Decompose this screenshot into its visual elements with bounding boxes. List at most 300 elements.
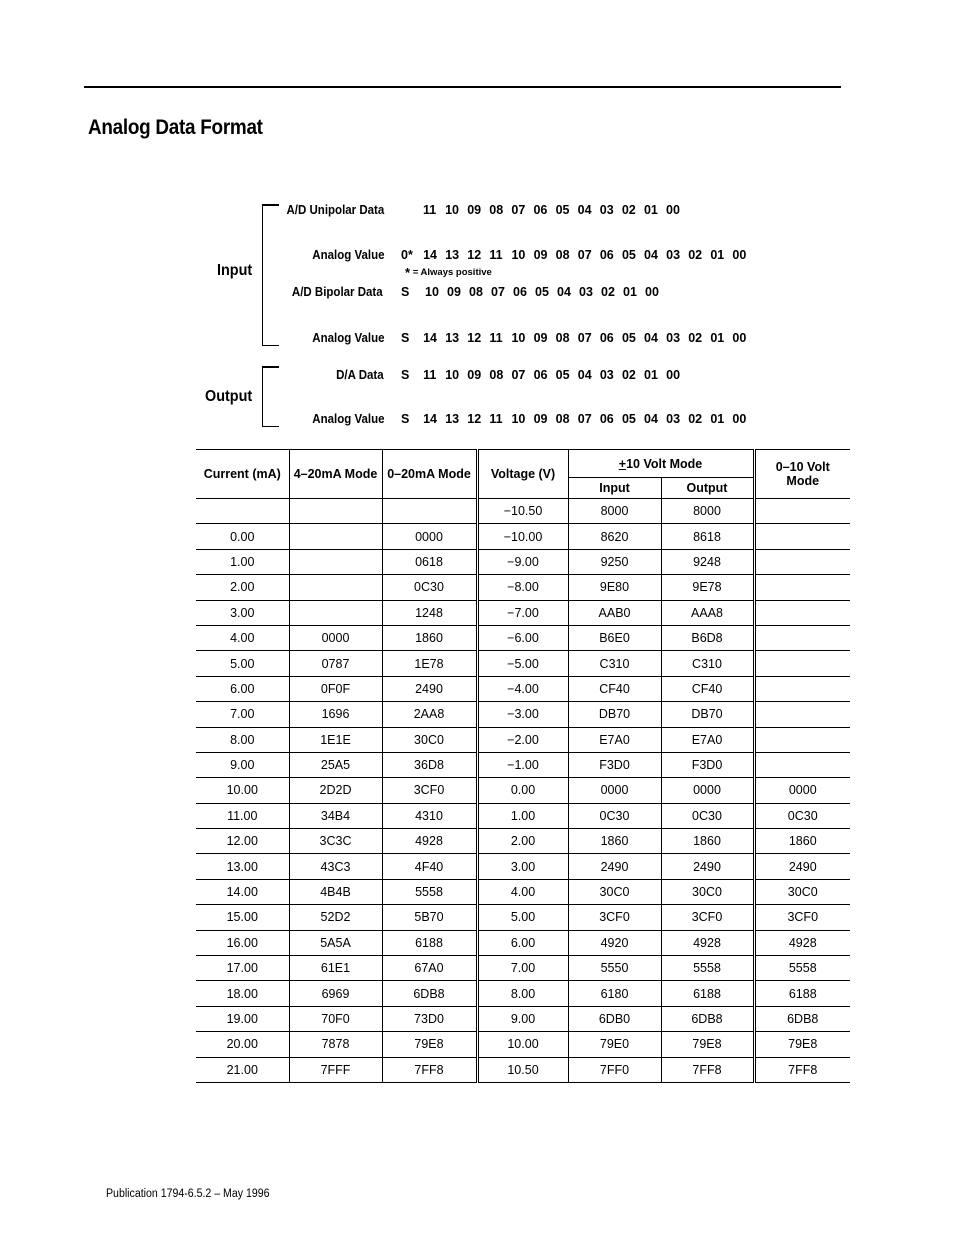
cell-0-20ma: 1248 (382, 600, 477, 625)
cell-0-10v (754, 600, 850, 625)
cell-0-20ma (382, 499, 477, 524)
cell-pm10-input: 0C30 (568, 803, 661, 828)
table-row (196, 829, 850, 854)
cell-0-10v (754, 676, 850, 701)
cell-voltage: −10.00 (477, 524, 568, 549)
cell-4-20ma: 1E1E (289, 727, 382, 752)
bit-cell: 13 (445, 331, 460, 345)
bit-cell: 05 (555, 203, 570, 217)
cell-0-20ma: 0C30 (382, 575, 477, 600)
cell-current: 4.00 (196, 625, 289, 650)
cell-4-20ma: 7FFF (289, 1057, 382, 1082)
cell-4-20ma: 52D2 (289, 905, 382, 930)
cell-4-20ma: 1696 (289, 702, 382, 727)
cell-voltage: −2.00 (477, 727, 568, 752)
table-row (196, 854, 850, 879)
cell-0-10v (754, 752, 850, 777)
cell-0-10v (754, 625, 850, 650)
bit-cell: 09 (533, 248, 548, 262)
table-row (196, 600, 850, 625)
cell-pm10-output: 9E78 (661, 575, 754, 600)
table-row (196, 1032, 850, 1057)
cell-current: 2.00 (196, 575, 289, 600)
cell-0-10v (754, 524, 850, 549)
bit-cell: 14 (423, 331, 437, 345)
bit-cell: 10 (511, 412, 526, 426)
bit-cell: 10 (445, 368, 460, 382)
table-row (196, 1057, 850, 1082)
header-rule (84, 86, 841, 88)
cell-4-20ma: 34B4 (289, 803, 382, 828)
page-title: Analog Data Format (88, 116, 263, 139)
cell-4-20ma (289, 600, 382, 625)
table-row (196, 651, 850, 676)
cell-voltage: −3.00 (477, 702, 568, 727)
bit-cell: 09 (467, 368, 482, 382)
cell-4-20ma: 61E1 (289, 956, 382, 981)
bit-cell: 08 (489, 203, 504, 217)
always-positive-note (405, 265, 492, 280)
cell-0-20ma: 67A0 (382, 956, 477, 981)
table-row (196, 778, 850, 803)
bit-cell: 07 (577, 412, 592, 426)
header-pm10-volt-mode: +10 Volt Mode (568, 450, 754, 478)
bit-cell: 08 (555, 331, 570, 345)
cell-0-10v: 4928 (754, 930, 850, 955)
bit-row-label: A/D Bipolar Data (292, 285, 383, 299)
cell-pm10-output: E7A0 (661, 727, 754, 752)
cell-0-20ma: 2490 (382, 676, 477, 701)
bit-cell: 04 (577, 368, 592, 382)
cell-voltage: 10.00 (477, 1032, 568, 1057)
bit-cell: 08 (555, 412, 570, 426)
bit-cell: 08 (489, 368, 504, 382)
cell-current: 1.00 (196, 549, 289, 574)
cell-0-20ma: 4310 (382, 803, 477, 828)
cell-0-20ma: 3CF0 (382, 778, 477, 803)
bit-cell: 03 (599, 368, 614, 382)
cell-current: 0.00 (196, 524, 289, 549)
cell-4-20ma: 5A5A (289, 930, 382, 955)
bit-cell: 01 (643, 203, 658, 217)
bit-cell: 04 (644, 248, 658, 262)
bit-cell: S (401, 412, 410, 426)
cell-0-20ma: 2AA8 (382, 702, 477, 727)
cell-current: 10.00 (196, 778, 289, 803)
table-row (196, 727, 850, 752)
bit-cell: 06 (599, 412, 614, 426)
table-row (196, 1006, 850, 1031)
cell-4-20ma: 3C3C (289, 829, 382, 854)
table-row (196, 803, 850, 828)
table-row (196, 930, 850, 955)
cell-0-20ma: 79E8 (382, 1032, 477, 1057)
bit-row-label: Analog Value (311, 248, 384, 262)
bit-cell: 04 (644, 412, 658, 426)
cell-pm10-input: AAB0 (568, 600, 661, 625)
cell-0-10v (754, 702, 850, 727)
table-row (196, 676, 850, 701)
cell-pm10-input: CF40 (568, 676, 661, 701)
cell-voltage: 1.00 (477, 803, 568, 828)
bit-cell: 00 (666, 203, 680, 217)
bit-cell: 09 (467, 203, 482, 217)
bit-cell: 01 (644, 368, 658, 382)
cell-pm10-input: 30C0 (568, 879, 661, 904)
cell-pm10-output: 6188 (661, 981, 754, 1006)
bit-cell: 07 (577, 248, 592, 262)
header-pm10-output: Output (661, 478, 754, 499)
cell-0-10v: 0000 (754, 778, 850, 803)
cell-0-20ma: 4F40 (382, 854, 477, 879)
cell-pm10-input: 1860 (568, 829, 661, 854)
bit-cell: 11 (489, 412, 503, 426)
cell-pm10-input: 6DB0 (568, 1006, 661, 1031)
publication-footer: Publication 1794-6.5.2 – May 1996 (106, 1188, 270, 1200)
cell-pm10-input: 0000 (568, 778, 661, 803)
cell-0-10v: 7FF8 (754, 1057, 850, 1082)
header-pm10-input: Input (568, 478, 661, 499)
table-row (196, 499, 850, 524)
bit-cell: 0* (401, 248, 413, 262)
bit-cell: 09 (533, 331, 548, 345)
cell-current: 11.00 (196, 803, 289, 828)
header-current: Current (mA) (196, 450, 289, 499)
bit-row-label: Analog Value (311, 331, 384, 345)
bit-cell: 07 (577, 331, 592, 345)
bit-cell: 05 (621, 248, 636, 262)
cell-0-20ma: 73D0 (382, 1006, 477, 1031)
cell-0-20ma: 5558 (382, 879, 477, 904)
cell-current: 6.00 (196, 676, 289, 701)
bit-cell: 03 (666, 331, 681, 345)
cell-voltage: −7.00 (477, 600, 568, 625)
cell-voltage: −9.00 (477, 549, 568, 574)
cell-voltage: 7.00 (477, 956, 568, 981)
cell-voltage: −1.00 (477, 752, 568, 777)
header-0-10-volt-mode (754, 450, 850, 499)
cell-voltage: 0.00 (477, 778, 568, 803)
bit-cell: 07 (511, 203, 526, 217)
cell-0-20ma: 5B70 (382, 905, 477, 930)
bit-cell: 13 (445, 412, 460, 426)
note-star: * (405, 265, 411, 280)
cell-voltage: 4.00 (477, 879, 568, 904)
cell-4-20ma: 6969 (289, 981, 382, 1006)
cell-4-20ma: 43C3 (289, 854, 382, 879)
cell-pm10-input: DB70 (568, 702, 661, 727)
bit-cell: 11 (489, 331, 503, 345)
bit-cell: 08 (555, 248, 570, 262)
cell-0-10v: 6DB8 (754, 1006, 850, 1031)
cell-0-10v (754, 575, 850, 600)
table-row (196, 702, 850, 727)
cell-voltage: −10.50 (477, 499, 568, 524)
cell-pm10-output: 8618 (661, 524, 754, 549)
cell-current: 9.00 (196, 752, 289, 777)
cell-pm10-output: AAA8 (661, 600, 754, 625)
bit-cell: 05 (535, 285, 549, 299)
bit-cell: 01 (710, 248, 725, 262)
cell-pm10-output: 7FF8 (661, 1057, 754, 1082)
bit-cell: 02 (688, 412, 703, 426)
bit-cell: 03 (599, 203, 614, 217)
cell-4-20ma: 4B4B (289, 879, 382, 904)
bit-cell: 01 (710, 412, 725, 426)
cell-4-20ma (289, 575, 382, 600)
cell-0-10v: 6188 (754, 981, 850, 1006)
bit-cell: 02 (688, 331, 703, 345)
bit-cell: 03 (666, 248, 681, 262)
cell-pm10-input: 8620 (568, 524, 661, 549)
bit-cell: 02 (688, 248, 703, 262)
bit-cell: 10 (445, 203, 459, 217)
bit-row-bits (401, 412, 755, 426)
cell-pm10-output: CF40 (661, 676, 754, 701)
cell-voltage: 9.00 (477, 1006, 568, 1031)
cell-0-20ma: 1860 (382, 625, 477, 650)
bit-cell: 03 (579, 285, 593, 299)
cell-4-20ma (289, 524, 382, 549)
bit-cell: 05 (621, 412, 636, 426)
cell-pm10-input: 79E0 (568, 1032, 661, 1057)
cell-4-20ma: 25A5 (289, 752, 382, 777)
cell-current: 16.00 (196, 930, 289, 955)
cell-0-20ma: 36D8 (382, 752, 477, 777)
bit-cell: 10 (511, 248, 526, 262)
table-row (196, 625, 850, 650)
bit-cell: 11 (423, 203, 437, 217)
bit-cell: 09 (447, 285, 461, 299)
cell-current: 8.00 (196, 727, 289, 752)
note-text: = Always positive (412, 267, 492, 278)
cell-0-10v: 79E8 (754, 1032, 850, 1057)
cell-pm10-input: 5550 (568, 956, 661, 981)
cell-pm10-input: E7A0 (568, 727, 661, 752)
bit-cell: 00 (666, 368, 681, 382)
bit-cell: S (401, 331, 410, 345)
bit-cell: 12 (467, 248, 482, 262)
cell-0-20ma: 30C0 (382, 727, 477, 752)
bit-cell: 06 (533, 203, 548, 217)
cell-pm10-output: 79E8 (661, 1032, 754, 1057)
input-label: Input (217, 262, 253, 279)
table-row (196, 956, 850, 981)
bit-cell: 03 (666, 412, 681, 426)
cell-pm10-output: 3CF0 (661, 905, 754, 930)
table-row (196, 879, 850, 904)
table-row (196, 575, 850, 600)
conversion-table (196, 449, 850, 1083)
cell-pm10-input: 9250 (568, 549, 661, 574)
cell-voltage: −6.00 (477, 625, 568, 650)
cell-4-20ma: 70F0 (289, 1006, 382, 1031)
cell-4-20ma: 7878 (289, 1032, 382, 1057)
cell-pm10-output: 0000 (661, 778, 754, 803)
table-row (196, 752, 850, 777)
cell-voltage: 5.00 (477, 905, 568, 930)
bit-cell: 02 (621, 368, 636, 382)
bit-cell: 00 (732, 248, 747, 262)
bit-cell: 06 (513, 285, 527, 299)
bit-cell: S (401, 368, 410, 382)
cell-pm10-output: 6DB8 (661, 1006, 754, 1031)
bit-row-bits (401, 248, 755, 262)
cell-current: 20.00 (196, 1032, 289, 1057)
cell-current: 5.00 (196, 651, 289, 676)
cell-0-20ma: 0000 (382, 524, 477, 549)
header-voltage: Voltage (V) (477, 450, 568, 499)
cell-0-20ma: 6188 (382, 930, 477, 955)
bit-row-bits (401, 368, 688, 382)
bit-cell: 01 (710, 331, 725, 345)
cell-0-20ma: 7FF8 (382, 1057, 477, 1082)
cell-pm10-input: 3CF0 (568, 905, 661, 930)
bit-cell: 06 (599, 248, 614, 262)
header-4-20ma-mode: 4–20mA Mode (289, 450, 382, 499)
cell-0-10v: 2490 (754, 854, 850, 879)
cell-pm10-input: 6180 (568, 981, 661, 1006)
cell-pm10-output: 8000 (661, 499, 754, 524)
cell-pm10-output: DB70 (661, 702, 754, 727)
cell-voltage: 3.00 (477, 854, 568, 879)
bit-cell: 12 (467, 331, 482, 345)
cell-current: 18.00 (196, 981, 289, 1006)
bit-cell: 04 (644, 331, 658, 345)
table-row (196, 981, 850, 1006)
bit-cell: 10 (511, 331, 526, 345)
cell-current: 14.00 (196, 879, 289, 904)
table-row (196, 905, 850, 930)
cell-0-10v (754, 499, 850, 524)
cell-current: 19.00 (196, 1006, 289, 1031)
cell-0-10v (754, 651, 850, 676)
cell-0-20ma: 6DB8 (382, 981, 477, 1006)
cell-pm10-output: 4928 (661, 930, 754, 955)
bit-cell: 00 (732, 331, 747, 345)
bit-cell: 04 (577, 203, 592, 217)
cell-4-20ma: 2D2D (289, 778, 382, 803)
bit-cell: 14 (423, 412, 437, 426)
bit-cell: 02 (601, 285, 615, 299)
cell-current: 12.00 (196, 829, 289, 854)
cell-voltage: −4.00 (477, 676, 568, 701)
cell-pm10-output: 5558 (661, 956, 754, 981)
header-0-10-text: 0–10 Volt Mode (775, 460, 830, 488)
bit-row-bits (401, 331, 755, 345)
cell-pm10-input: 2490 (568, 854, 661, 879)
cell-pm10-output: 0C30 (661, 803, 754, 828)
bit-cell: 05 (555, 368, 570, 382)
cell-4-20ma: 0787 (289, 651, 382, 676)
bit-cell: 12 (467, 412, 482, 426)
cell-pm10-input: C310 (568, 651, 661, 676)
cell-voltage: 8.00 (477, 981, 568, 1006)
bit-row-bits (423, 203, 688, 217)
cell-current (196, 499, 289, 524)
bit-cell: 09 (533, 412, 548, 426)
bit-cell: 02 (621, 203, 636, 217)
cell-pm10-output: 9248 (661, 549, 754, 574)
cell-0-10v: 30C0 (754, 879, 850, 904)
cell-0-10v: 3CF0 (754, 905, 850, 930)
output-bracket (262, 366, 263, 427)
cell-current: 21.00 (196, 1057, 289, 1082)
cell-current: 13.00 (196, 854, 289, 879)
bit-cell: 00 (645, 285, 659, 299)
bit-cell: 08 (469, 285, 483, 299)
cell-pm10-input: 7FF0 (568, 1057, 661, 1082)
bit-cell: 05 (621, 331, 636, 345)
bit-cell: S (401, 285, 410, 299)
bit-cell: 01 (623, 285, 637, 299)
cell-pm10-output: 1860 (661, 829, 754, 854)
cell-pm10-output: B6D8 (661, 625, 754, 650)
bit-cell: 10 (425, 285, 439, 299)
table-row (196, 524, 850, 549)
cell-pm10-output: F3D0 (661, 752, 754, 777)
cell-0-20ma: 0618 (382, 549, 477, 574)
cell-pm10-input: B6E0 (568, 625, 661, 650)
cell-voltage: −8.00 (477, 575, 568, 600)
table-body (196, 499, 850, 1083)
cell-0-10v (754, 549, 850, 574)
cell-pm10-output: C310 (661, 651, 754, 676)
bit-cell: 06 (533, 368, 548, 382)
bit-cell: 07 (511, 368, 526, 382)
cell-current: 15.00 (196, 905, 289, 930)
cell-pm10-input: 9E80 (568, 575, 661, 600)
bit-cell: 06 (599, 331, 614, 345)
bit-cell: 11 (489, 248, 503, 262)
cell-4-20ma: 0000 (289, 625, 382, 650)
header-pm10-text: 10 Volt Mode (626, 456, 703, 471)
input-bracket (262, 204, 263, 346)
cell-current: 3.00 (196, 600, 289, 625)
cell-voltage: 6.00 (477, 930, 568, 955)
cell-4-20ma (289, 549, 382, 574)
bit-row-label: A/D Unipolar Data (286, 203, 384, 217)
cell-pm10-input: 8000 (568, 499, 661, 524)
cell-0-10v: 0C30 (754, 803, 850, 828)
cell-0-10v: 5558 (754, 956, 850, 981)
table-row (196, 549, 850, 574)
cell-pm10-input: F3D0 (568, 752, 661, 777)
cell-4-20ma: 0F0F (289, 676, 382, 701)
cell-current: 17.00 (196, 956, 289, 981)
cell-voltage: 2.00 (477, 829, 568, 854)
bit-cell: 00 (732, 412, 747, 426)
bit-cell: 11 (423, 368, 437, 382)
bit-cell: 13 (445, 248, 460, 262)
bit-row-label: Analog Value (311, 412, 384, 426)
header-0-20ma-mode: 0–20mA Mode (382, 450, 477, 499)
bit-cell: 04 (557, 285, 571, 299)
cell-0-20ma: 1E78 (382, 651, 477, 676)
bit-row-label: D/A Data (336, 368, 384, 382)
cell-0-20ma: 4928 (382, 829, 477, 854)
bit-cell: 07 (491, 285, 505, 299)
cell-pm10-output: 2490 (661, 854, 754, 879)
output-label: Output (205, 388, 253, 405)
cell-4-20ma (289, 499, 382, 524)
cell-0-10v: 1860 (754, 829, 850, 854)
bit-cell: 14 (423, 248, 437, 262)
cell-pm10-output: 30C0 (661, 879, 754, 904)
cell-current: 7.00 (196, 702, 289, 727)
cell-voltage: 10.50 (477, 1057, 568, 1082)
cell-voltage: −5.00 (477, 651, 568, 676)
